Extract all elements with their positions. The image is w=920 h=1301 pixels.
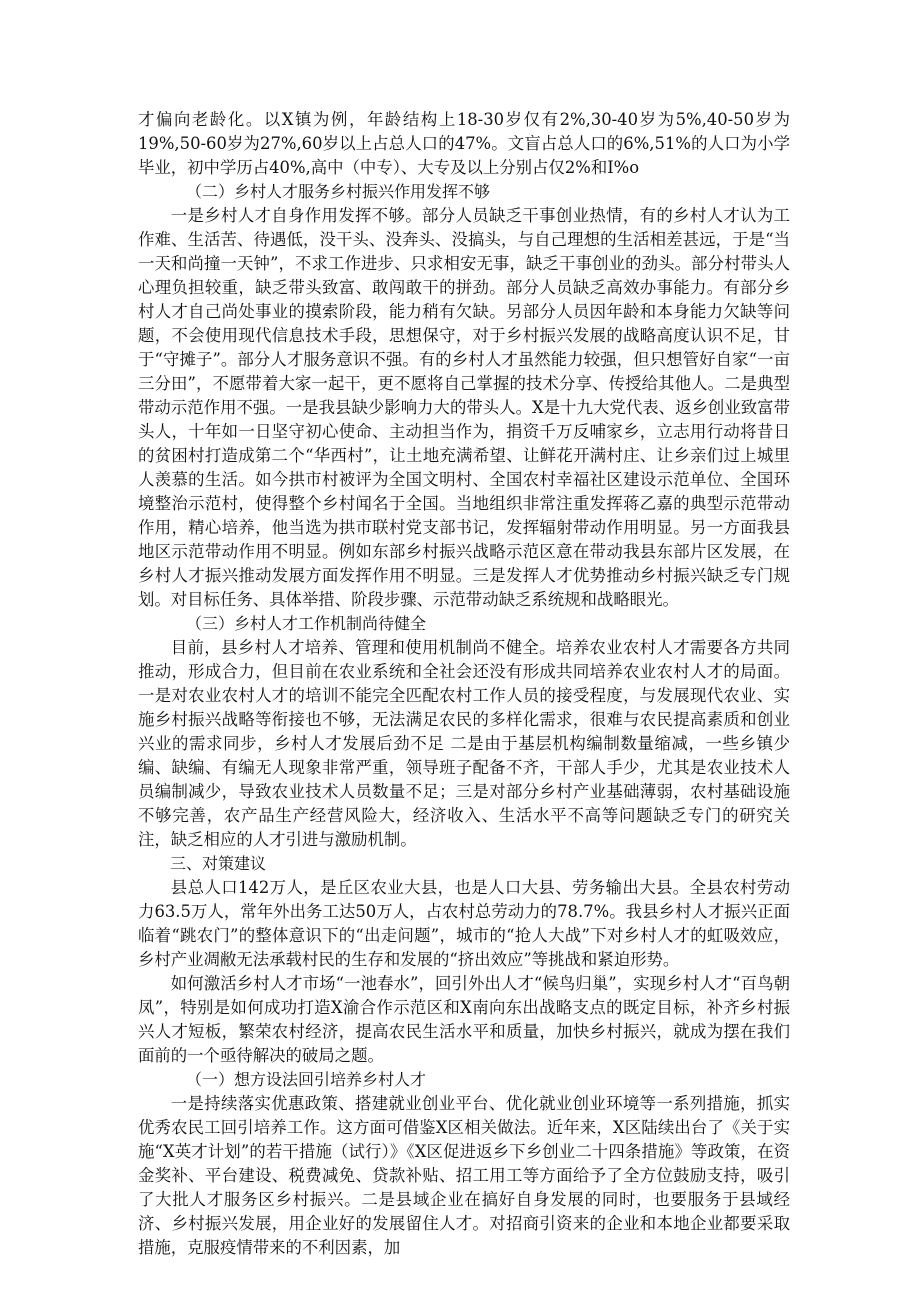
paragraph-age-structure: 才偏向老龄化。以X镇为例，年龄结构上18-30岁仅有2%,30-40岁为5%,40-50岁为19%,50-60岁为27%,60岁以上占总人口的47%。文盲占总人口的6%,51%的人口为小学毕业，初中学历占40%,高中（中专）、大专及以上分别占仅2%和I%o: [138, 110, 790, 177]
paragraph-population: 县总人口142万人，是丘区农业大县，也是人口大县、劳务输出大县。全县农村劳动力63.5万人，常年外出务工达50万人，占农村总劳动力的78.7%。我县乡村人才振兴正面临着“跳农门”的整体意识下的“出走问题”，城市的“抢人大战”下对乡村人才的虹吸效应，乡村产业凋敝无法承载村民的生存和发展的“挤出效应”等挑战和紧迫形势。: [138, 878, 790, 969]
paragraph-talent-role: 一是乡村人才自身作用发挥不够。部分人员缺乏干事创业热情，有的乡村人才认为工作难、生活苦、待遇低，没干头、没奔头、没搞头，与自己理想的生活相差甚远，于是“当一天和尚撞一天钟”，不求工作进步、只求相安无事，缺乏干事创业的劲头。部分村带头人心理负担较重，缺乏带头致富、敢闯敢干的拼劲。部分人员缺乏高效办事能力。有部分乡村人才自己尚处事业的摸索阶段，能力稍有欠缺。另部分人员因年龄和本身能力欠缺等问题，不会使用现代信息技术手段，思想保守，对于乡村振兴发展的战略高度认识不足，甘于“守摊子”。部分人才服务意识不强。有的乡村人才虽然能力较强，但只想管好自家“一亩三分田”，不愿带着大家一起干，更不愿将自己掌握的技术分享、传授给其他人。二是典型带动示范作用不强。一是我县缺少影响力大的带头人。X是十九大党代表、返乡创业致富带头人，十年如一日坚守初心使命、主动担当作为，捐资千万反哺家乡，立志用行动将昔日的贫困村打造成第二个“华西村”，让土地充满希望、让鲜花开满村庄、让乡亲们过上城里人羡慕的生活。如今拱市村被评为全国文明村、全国农村幸福社区建设示范单位、全国环境整治示范村，使得整个乡村闻名于全国。当地组织非常注重发挥蒋乙嘉的典型示范带动作用，精心培养，他当选为拱市联村党支部书记，发挥辐射带动作用明显。另一方面我县地区示范带动作用不明显。例如东部乡村振兴战略示范区意在带动我县东部片区发展，在乡村人才振兴推动发展方面发挥作用不明显。三是发挥人才优势推动乡村振兴缺乏专门规划。对目标任务、具体举措、阶段步骤、示范带动缺乏系统规和战略眼光。: [138, 206, 790, 609]
heading-section-3: 三、对策建议: [170, 854, 267, 873]
heading-section-2-3: （三）乡村人才工作机制尚待健全: [186, 614, 427, 633]
heading-section-2-2: （二）乡村人才服务乡村振兴作用发挥不够: [186, 182, 491, 201]
heading-section-3-1: （一）想方设法回引培养乡村人才: [186, 1070, 427, 1089]
document-page: [138, 108, 790, 1260]
paragraph-mechanism: 目前，县乡村人才培养、管理和使用机制尚不健全。培养农业农村人才需要各方共同推动，形成合力，但目前在农业系统和全社会还没有形成共同培养农业农村人才的局面。一是对农业农村人才的培训不能完全匹配农村工作人员的接受程度，与发展现代农业、实施乡村振兴战略等衔接也不够，无法满足农民的多样化需求，很难与农民提高素质和创业兴业的需求同步，乡村人才发展后劲不足 二是由于基层机构编制数量缩减，一些乡镇少编、缺编、有编无人现象非常严重，领导班子配备不齐，干部人手少，尤其是农业技术人员编制减少，导致农业技术人员数量不足；三是对部分乡村产业基础薄弱，农村基础设施不够完善，农产品生产经营风险大，经济收入、生活水平不高等问题缺乏专门的研究关注，缺乏相应的人才引进与激励机制。: [138, 638, 790, 849]
paragraph-policies: 一是持续落实优惠政策、搭建就业创业平台、优化就业创业环境等一系列措施，抓实优秀农民工回引培养工作。这方面可借鉴X区相关做法。近年来，X区陆续出台了《关于实施“X英才计划”的若干措施（试行）》《X区促进返乡下乡创业二十四条措施》等政策，在资金奖补、平台建设、税费减免、贷款补贴、招工用工等方面给予了全方位鼓励支持，吸引了大批人才服务区乡村振兴。二是县域企业在搞好自身发展的同时，也要服务于县域经济、乡村振兴发展，用企业好的发展留住人才。对招商引资来的企业和本地企业都要采取措施，克服疫情带来的不利因素，加: [138, 1094, 790, 1257]
paragraph-activate-market: 如何激活乡村人才市场“一池春水”，回引外出人才“候鸟归巢”，实现乡村人才“百鸟朝凤”，特别是如何成功打造X渝合作示范区和X南向东出战略支点的既定目标，补齐乡村振兴人才短板，繁荣农村经济，提高农民生活水平和质量，加快乡村振兴，就成为摆在我们面前的一个亟待解决的破局之题。: [138, 974, 790, 1065]
